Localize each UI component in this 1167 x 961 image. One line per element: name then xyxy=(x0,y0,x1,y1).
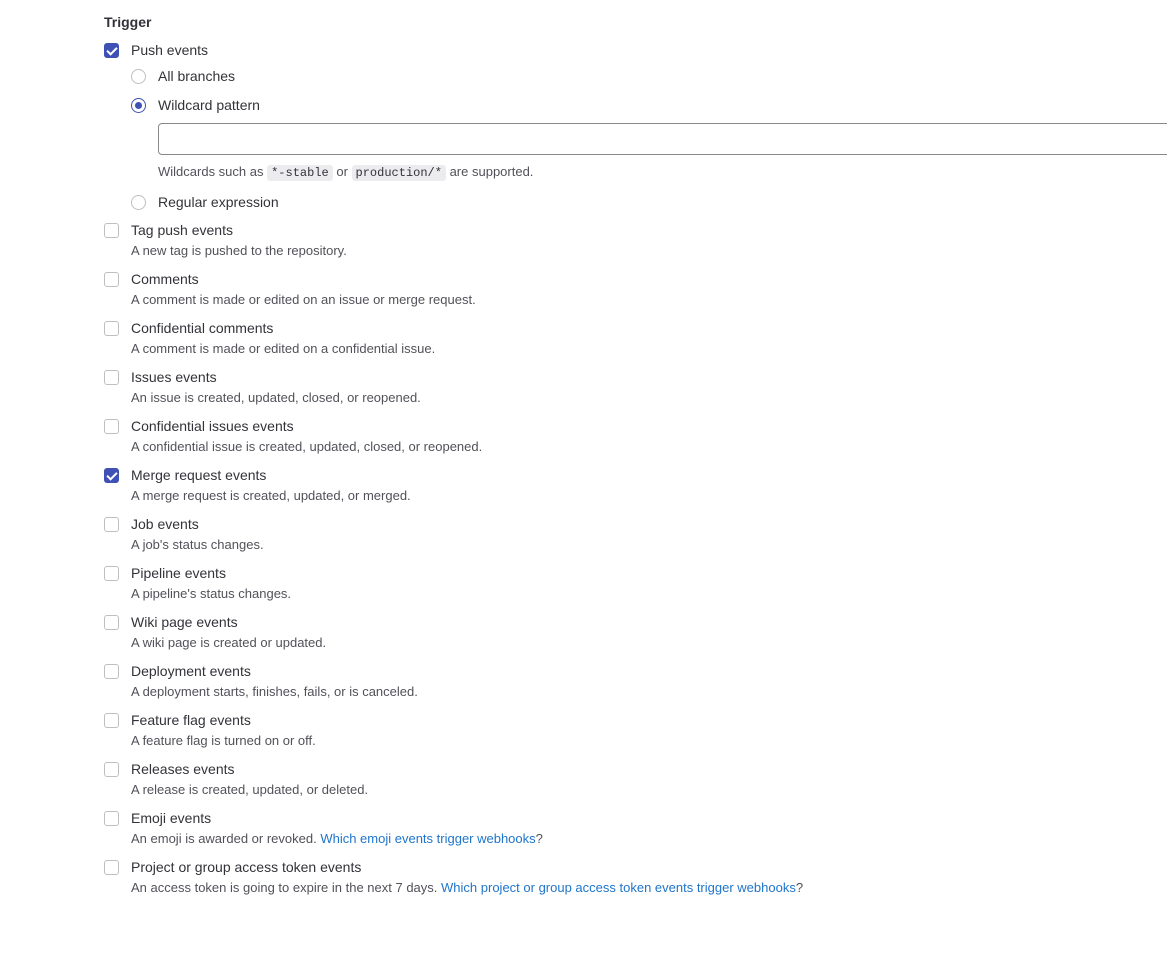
project-or-group-access-token-events-checkbox[interactable] xyxy=(104,860,119,875)
comments-labels xyxy=(131,269,476,310)
project-or-group-access-token-events-description-suffix: ? xyxy=(795,880,804,895)
project-or-group-access-token-events-help-link[interactable]: Which project or group access token events trigger webhooks xyxy=(441,880,796,895)
confidential-comments-labels xyxy=(131,318,435,359)
deployment-events-label: Deployment events xyxy=(131,663,251,679)
push-events-label: Push events xyxy=(131,42,209,58)
confidential-issues-events-description: A confidential issue is created, updated, closed, or reopened. xyxy=(131,439,483,454)
project-or-group-access-token-events-label: Project or group access token events xyxy=(131,859,362,875)
emoji-events-description xyxy=(131,829,543,849)
emoji-events-description-text: An emoji is awarded or revoked. xyxy=(131,831,317,846)
confidential-comments-checkbox[interactable] xyxy=(104,321,119,336)
job-events-labels xyxy=(131,514,264,555)
checkbox-row-deployment-events[interactable] xyxy=(104,661,1167,702)
hint-code-stable: *-stable xyxy=(267,165,333,181)
checkbox-row-wiki-page-events[interactable] xyxy=(104,612,1167,653)
checkbox-row-confidential-issues-events[interactable] xyxy=(104,416,1167,457)
wiki-page-events-labels xyxy=(131,612,326,653)
releases-events-description: A release is created, updated, or deleted. xyxy=(131,782,369,797)
hint-text-before: Wildcards such as xyxy=(158,164,264,179)
deployment-events-description: A deployment starts, finishes, fails, or is canceled. xyxy=(131,684,418,699)
checkbox-row-job-events[interactable] xyxy=(104,514,1167,555)
radio-row-wildcard-pattern[interactable] xyxy=(131,95,1167,115)
push-events-labels xyxy=(131,40,208,60)
releases-events-checkbox[interactable] xyxy=(104,762,119,777)
regular-expression-radio[interactable] xyxy=(131,195,146,210)
feature-flag-events-checkbox[interactable] xyxy=(104,713,119,728)
page-title: Trigger xyxy=(104,14,152,30)
all-branches-label: All branches xyxy=(158,68,236,84)
project-or-group-access-token-events-description-text: An access token is going to expire in the next 7 days. xyxy=(131,880,438,895)
checkbox-row-emoji-events[interactable] xyxy=(104,808,1167,849)
comments-label: Comments xyxy=(131,271,199,287)
push-events-branch-options xyxy=(131,66,1167,212)
project-or-group-access-token-events-description xyxy=(131,878,803,898)
checkbox-row-push-events[interactable] xyxy=(104,40,1167,60)
confidential-issues-events-labels xyxy=(131,416,482,457)
regular-expression-label: Regular expression xyxy=(158,194,279,210)
tag-push-events-labels xyxy=(131,220,347,261)
radio-row-regular-expression[interactable] xyxy=(131,192,1167,212)
checkbox-row-releases-events[interactable] xyxy=(104,759,1167,800)
checkbox-row-pipeline-events[interactable] xyxy=(104,563,1167,604)
checkbox-row-issues-events[interactable] xyxy=(104,367,1167,408)
merge-request-events-description: A merge request is created, updated, or merged. xyxy=(131,488,411,503)
confidential-issues-events-checkbox[interactable] xyxy=(104,419,119,434)
checkbox-row-feature-flag-events[interactable] xyxy=(104,710,1167,751)
radio-row-all-branches[interactable] xyxy=(131,66,1167,86)
issues-events-label: Issues events xyxy=(131,369,217,385)
tag-push-events-label: Tag push events xyxy=(131,222,233,238)
emoji-events-labels xyxy=(131,808,543,849)
hint-code-production: production/* xyxy=(352,165,446,181)
pipeline-events-label: Pipeline events xyxy=(131,565,226,581)
project-or-group-access-token-events-labels xyxy=(131,857,803,898)
feature-flag-events-description: A feature flag is turned on or off. xyxy=(131,733,316,748)
releases-events-labels xyxy=(131,759,368,800)
checkbox-row-tag-push-events[interactable] xyxy=(104,220,1167,261)
pipeline-events-labels xyxy=(131,563,291,604)
confidential-comments-label: Confidential comments xyxy=(131,320,274,336)
checkbox-row-confidential-comments[interactable] xyxy=(104,318,1167,359)
comments-description: A comment is made or edited on an issue or merge request. xyxy=(131,292,476,307)
feature-flag-events-labels xyxy=(131,710,316,751)
emoji-events-help-link[interactable]: Which emoji events trigger webhooks xyxy=(320,831,536,846)
wildcard-pattern-radio[interactable] xyxy=(131,98,146,113)
push-events-checkbox[interactable] xyxy=(104,43,119,58)
pipeline-events-description: A pipeline's status changes. xyxy=(131,586,292,601)
pipeline-events-checkbox[interactable] xyxy=(104,566,119,581)
all-branches-radio[interactable] xyxy=(131,69,146,84)
deployment-events-labels xyxy=(131,661,418,702)
emoji-events-label: Emoji events xyxy=(131,810,212,826)
wiki-page-events-checkbox[interactable] xyxy=(104,615,119,630)
job-events-description: A job's status changes. xyxy=(131,537,264,552)
wildcard-pattern-hint xyxy=(158,162,1167,183)
hint-text-middle: or xyxy=(336,164,348,179)
issues-events-checkbox[interactable] xyxy=(104,370,119,385)
job-events-label: Job events xyxy=(131,516,199,532)
confidential-comments-description: A comment is made or edited on a confidential issue. xyxy=(131,341,436,356)
deployment-events-checkbox[interactable] xyxy=(104,664,119,679)
checkbox-row-merge-request-events[interactable] xyxy=(104,465,1167,506)
hint-text-after: are supported. xyxy=(449,164,534,179)
wildcard-pattern-block xyxy=(158,123,1167,183)
event-checkbox-list xyxy=(104,220,1167,898)
tag-push-events-description: A new tag is pushed to the repository. xyxy=(131,243,347,258)
checkbox-row-comments[interactable] xyxy=(104,269,1167,310)
emoji-events-description-suffix: ? xyxy=(535,831,543,846)
tag-push-events-checkbox[interactable] xyxy=(104,223,119,238)
comments-checkbox[interactable] xyxy=(104,272,119,287)
issues-events-description: An issue is created, updated, closed, or reopened. xyxy=(131,390,421,405)
issues-events-labels xyxy=(131,367,421,408)
wiki-page-events-description: A wiki page is created or updated. xyxy=(131,635,327,650)
releases-events-label: Releases events xyxy=(131,761,235,777)
checkbox-row-project-or-group-access-token-events[interactable] xyxy=(104,857,1167,898)
wildcard-pattern-label: Wildcard pattern xyxy=(158,97,260,113)
merge-request-events-label: Merge request events xyxy=(131,467,267,483)
merge-request-events-checkbox[interactable] xyxy=(104,468,119,483)
wildcard-pattern-input[interactable] xyxy=(158,123,1167,155)
emoji-events-checkbox[interactable] xyxy=(104,811,119,826)
job-events-checkbox[interactable] xyxy=(104,517,119,532)
feature-flag-events-label: Feature flag events xyxy=(131,712,251,728)
wiki-page-events-label: Wiki page events xyxy=(131,614,238,630)
merge-request-events-labels xyxy=(131,465,411,506)
confidential-issues-events-label: Confidential issues events xyxy=(131,418,294,434)
